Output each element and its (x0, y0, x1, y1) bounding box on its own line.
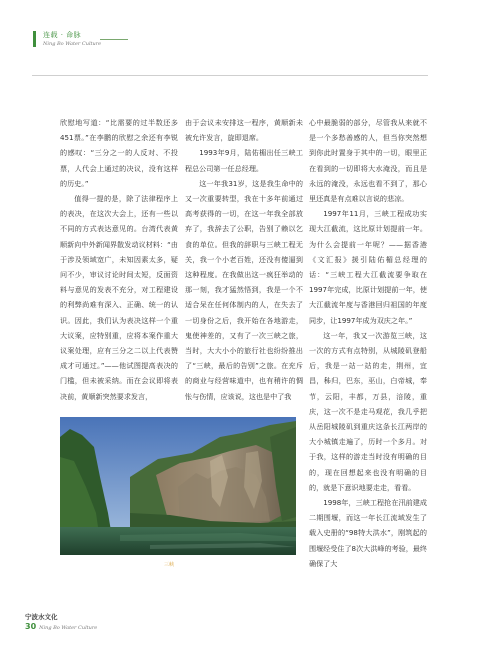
paragraph: 心中最脆弱的部分，尽管我从来就不是一个多愁善感的人，但当你突然想到你此时置身于其中的一切，眼里正在看到的一切即将大水淹没，而且是永远的淹没，永远也看不到了，那心里还真是有点难以言说的悲凉。 (309, 118, 427, 204)
text-column-3 (309, 115, 427, 571)
paragraph: 这一年，我又一次游览三峡，这一次的方式有点特别，从城陵矶登船后，我是一站一站的走，荆州，宜昌，秭归，巴东，巫山，白帝城，奉节，云阳，丰都，万县，涪陵，重庆，这一次不是走马观花，我几乎把从岳阳城陵矶到重庆这条长江两岸的大小城镇走遍了，历时一个多月。对于我，这样的游走当时没有明确的目的，现在回想起来也没有明确的目的，就是下意识地要走走，看看。 (309, 330, 427, 492)
magazine-title: 宁波水文化 (25, 613, 58, 621)
section-title: 连载 · 命脉 (43, 31, 82, 39)
three-gorges-photo (60, 417, 296, 555)
paragraph: 欣慰地写道：“比需要的过半数还多451票。”在李鹏的欣慰之余还有李锐的感叹：“三分之一的人反对、不投票，人代会上通过的决议，没有这样的历史。” (60, 118, 178, 188)
page-number: 30 (25, 622, 37, 631)
section-subtitle: Ning Bo Water Culture (43, 41, 102, 47)
header-accent-bar (33, 31, 36, 47)
gorge-landscape-image (60, 417, 296, 555)
paragraph: 由于会议未安排这一程序，黄顺新未被允许发言，旋即退席。 (185, 118, 303, 143)
paragraph: 1997年11月，三峡工程成功实现大江截流，这比原计划提前一年。为什么会提前一年呢？——据香港《文汇报》援引陆佑楣总经理的话：“三峡工程大江截流要争取在1997年完成，比原计划提前一年，使大江截流年度与香港回归祖国的年度同步，让1997年成为双庆之年。” (309, 209, 427, 325)
text-column-2 (185, 115, 303, 404)
paragraph: 值得一提的是，除了法律程序上的表决，在这次大会上，还有一些以不同的方式表达意见的。台湾代表黄顺新向中外新闻界散发动议材料：“由于涉及领域宽广，未知因素太多，疑问不少，审议讨论时间太短，反面资料与意见的发表不充分，对工程建设的利弊尚难有深入、正确、统一的认识。因此，我们认为表决这样一个重大议案，应特别重，应将本案作重大议案处理，应有三分之二以上代表赞成才可通过。”——他试图提高表决的门槛，但未被采纳。而在会议即将表决前，黄顺新突然要求发言， (60, 194, 178, 401)
paragraph: 1993年9月，陆佑楣出任三峡工程总公司第一任总经理。 (185, 148, 303, 173)
text-column-1 (60, 115, 178, 404)
header-line (100, 39, 128, 40)
paragraph: 1998年，三峡工程抢在汛前建成二期围堰，而这一年长江流域发生了载入史册的“98特大洪水”，刚筑起的围堰经受住了8次大洪峰的考验，最终确保了大 (309, 498, 428, 568)
page-footer (25, 612, 97, 631)
paragraph: 这一年我31岁，这是我生命中的又一次重要转型，我在十多年前通过高考获得的一切，在这一年我全部放弃了，我辞去了公职，告别了赖以乞食的单位。但我的辞职与三峡工程无关，我一个小老百姓，还没有傻逼到这种程度。在我做出这一疯狂举动的那一刻，我才猛然悟到，我是一个不适合呆在任何体制内的人，在失去了一切身份之后，我开始在各地游走，鬼使神差的，又有了一次三峡之旅，当时，大大小小的旅行社也纷纷推出了“三峡，最后的告别”之旅。在充斥的商业与经营味道中，也有稍许的惆怅与伤情，应该说，这也是中了我 (185, 178, 303, 401)
header-divider (32, 75, 428, 76)
page-header (43, 30, 101, 47)
magazine-subtitle: Ning Bo Water Culture (39, 625, 98, 631)
photo-caption: 三峡 (164, 562, 175, 568)
